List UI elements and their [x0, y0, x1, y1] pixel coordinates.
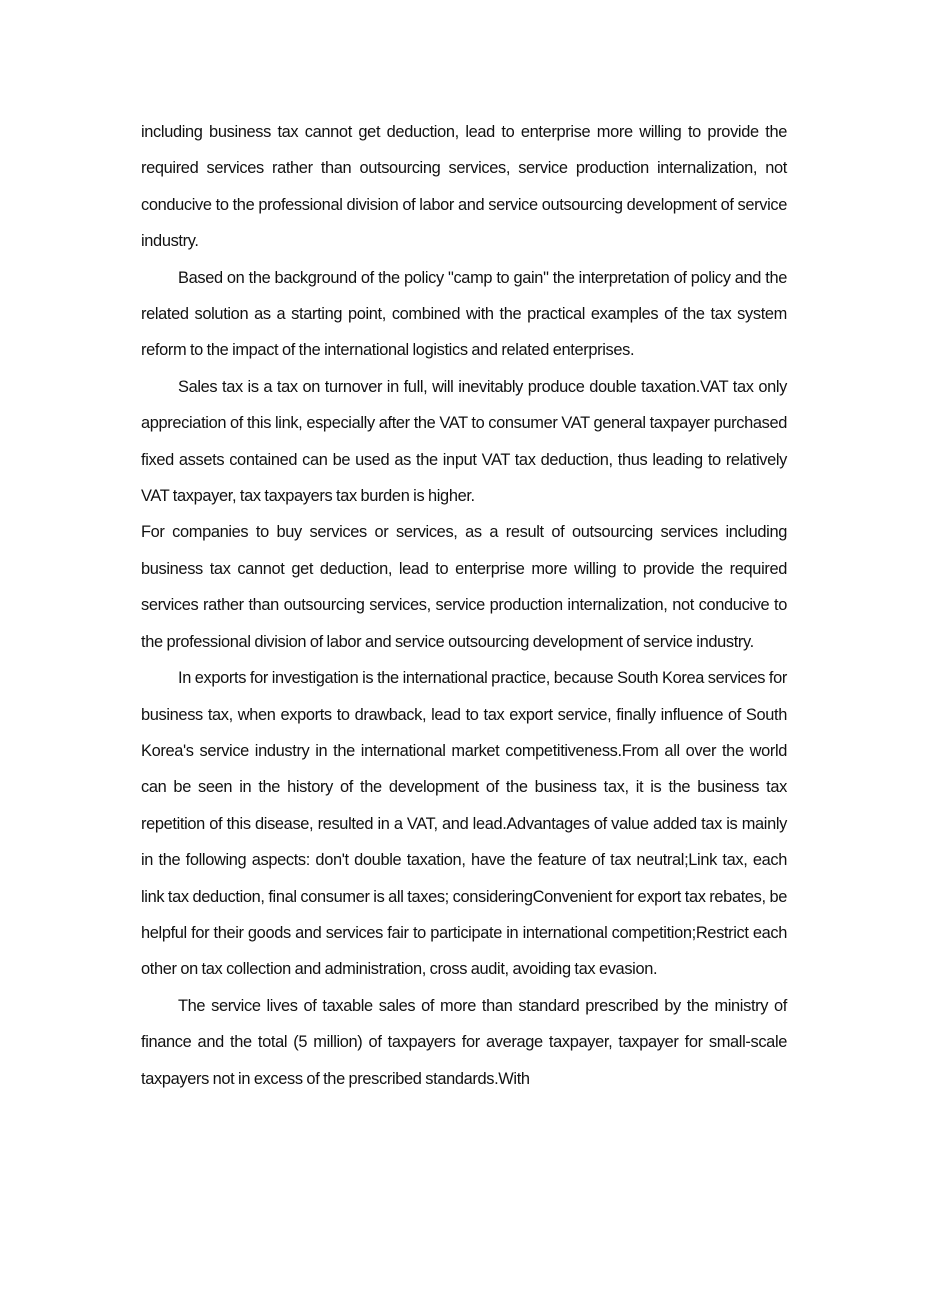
paragraph-6: The service lives of taxable sales of more than standard prescribed by the ministry of finance and the total (5 million) of taxpayers for average taxpayer, taxpayer for small-scale taxpayers not in excess of the prescribed standards.With: [141, 996, 787, 1088]
paragraph-5: In exports for investigation is the international practice, because South Korea services for business tax, when exports to drawback, lead to tax export service, finally influence of South Korea's service industry in the international market competitiveness.From all over the world can be seen in the history of the development of the business tax, it is the business tax repetition of this disease, resulted in a VAT, and lead.Advantages of value added tax is mainly in the following aspects: don't double taxation, have the feature of tax neutral;Link tax, each link tax deduction, final consumer is all taxes; consideringConvenient for export tax rebates, be helpful for their goods and services fair to participate in international competition;Restrict each other on tax collection and administration, cross audit, avoiding tax evasion.: [141, 669, 787, 979]
paragraph-3: Sales tax is a tax on turnover in full, will inevitably produce double taxation.VAT tax only appreciation of this link, especially after the VAT to consumer VAT general taxpayer purchased fixed assets contained can be used as the input VAT tax deduction, thus leading to relatively VAT taxpayer, tax taxpayers tax burden is higher.: [141, 377, 787, 506]
document-body: [141, 114, 787, 1097]
paragraph-2: Based on the background of the policy "camp to gain" the interpretation of policy and the related solution as a starting point, combined with the practical examples of the tax system reform to the impact of the international logistics and related enterprises.: [141, 268, 787, 360]
paragraph-1: including business tax cannot get deduction, lead to enterprise more willing to provide the required services rather than outsourcing services, service production internalization, not conducive to the professional division of labor and service outsourcing development of service industry.: [141, 123, 787, 251]
paragraph-4: For companies to buy services or services, as a result of outsourcing services including business tax cannot get deduction, lead to enterprise more willing to provide the required services rather than outsourcing services, service production internalization, not conducive to the professional division of labor and service outsourcing development of service industry.: [141, 523, 787, 651]
